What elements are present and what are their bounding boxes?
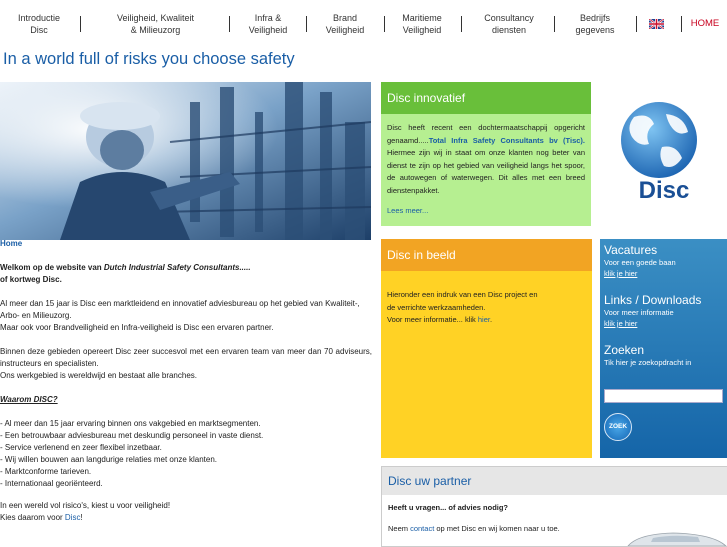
inbeeld-line-3-post: . [489, 315, 493, 324]
contact-link[interactable]: contact [410, 524, 435, 533]
innovatief-text-post: Hiermee zijn wij in staat om onze klanten nog beter van dienst te zijn op het gebied van veiligheid langs het spoor, de autowegen of waterwegen. Dit alles met een breed dienstenpakket. [387, 148, 585, 195]
nav-item-maritieme[interactable] [396, 12, 448, 36]
page-tagline: In a world full of risks you choose safety [3, 50, 295, 68]
links-subtitle: Voor meer informatie [604, 308, 674, 317]
list-item: - Wij willen bouwen aan langdurige relaties met onze klanten. [0, 455, 218, 464]
vacatures-title: Vacatures [604, 243, 658, 257]
uk-flag-icon[interactable] [649, 19, 664, 29]
team-p2: Binnen deze gebieden opereert Disc zeer succesvol met een ervaren team van meer dan 70 adviseurs, instructeurs en specialisten. [0, 347, 372, 368]
inbeeld-panel [381, 239, 592, 458]
intro-p1: Al meer dan 15 jaar is Disc een marktleidend en innovatief adviesbureau op het gebied van Kwaliteit-, Arbo- en Milieuzorg. [0, 299, 360, 320]
logo-text: Disc [638, 177, 690, 204]
nav-label: Veiligheid [248, 25, 288, 35]
closing-line-1: In een wereld vol risico's, kiest u voor veiligheid! [0, 501, 171, 510]
closing-post: ! [80, 513, 83, 522]
nav-divider [554, 16, 555, 32]
nav-label: diensten [491, 25, 527, 35]
inbeeld-line-3-pre: Voor meer informatie... klik [387, 315, 478, 324]
innovatief-company: Total Infra Safety Consultants bv (Tisc). [428, 135, 585, 145]
inbeeld-line-1: Hieronder een indruk van een Disc project en [387, 290, 538, 299]
zoeken-subtitle: Tik hier je zoekopdracht in [604, 358, 692, 367]
nav-item-veiligheid-kwaliteit[interactable] [103, 12, 208, 36]
nav-item-bedrijfsgegevens[interactable] [569, 12, 621, 36]
partner-contact-post: op met Disc en wij komen naar u toe. [434, 524, 560, 533]
nav-label: Maritieme [402, 13, 442, 23]
nav-label: Brand [332, 13, 358, 23]
nav-divider [636, 16, 637, 32]
inbeeld-hier-link[interactable]: hier [477, 315, 490, 324]
nav-label: Introductie [17, 13, 61, 23]
nav-item-home[interactable]: HOME [690, 18, 720, 29]
inbeeld-body [381, 271, 592, 327]
nav-item-consultancy[interactable] [476, 12, 542, 36]
welcome-company: Dutch Industrial Safety Consultants..... [103, 263, 251, 272]
waarom-heading: Waarom DISC? [0, 395, 58, 404]
links-link[interactable]: klik je hier [604, 319, 638, 328]
nav-item-infra[interactable] [242, 12, 294, 36]
innovatief-title: Disc innovatief [381, 82, 591, 114]
nav-divider [384, 16, 385, 32]
nav-label: Bedrijfs [579, 13, 610, 23]
partner-question: Heeft u vragen... of advies nodig? [388, 503, 509, 512]
welcome-post: of kortweg Disc. [0, 275, 62, 284]
intro-paragraph [0, 298, 372, 334]
nav-label: & Milieuzorg [130, 25, 181, 35]
partner-title: Disc uw partner [382, 467, 727, 495]
nav-label: Veiligheid [325, 25, 365, 35]
lees-meer-link[interactable]: Lees meer... [387, 206, 429, 215]
hero-image [0, 82, 371, 240]
nav-divider [229, 16, 230, 32]
inbeeld-line-2: de verrichte werkzaamheden. [387, 302, 486, 312]
welcome-text [0, 262, 372, 286]
nav-divider [461, 16, 462, 32]
nav-item-brand[interactable] [319, 12, 371, 36]
sidebar-panel [600, 239, 727, 458]
nav-label: gegevens [575, 25, 615, 35]
list-item: - Internationaal georiënteerd. [0, 479, 103, 488]
disc-link[interactable]: Disc [64, 513, 81, 522]
nav-label: Veiligheid, Kwaliteit [116, 13, 195, 23]
main-content [0, 238, 372, 524]
nav-label: Infra & [254, 13, 282, 23]
innovatief-text-pre: Disc heeft recent een dochtermaatschappij opgericht genaamd..... [387, 123, 585, 145]
top-navigation [0, 0, 727, 48]
breadcrumb-home-link[interactable]: Home [0, 239, 23, 248]
reasons-list [0, 418, 372, 490]
innovatief-panel [381, 82, 591, 226]
partner-contact-pre: Neem [388, 524, 411, 533]
list-item: - Service verlenend en zeer flexibel inzetbaar. [0, 443, 162, 452]
team-p2b: Ons werkgebied is wereldwijd en bestaat alle branches. [0, 371, 197, 380]
welcome-pre: Welkom op de website van [0, 263, 104, 272]
vacatures-link[interactable]: klik je hier [604, 269, 638, 278]
partner-contact [382, 512, 727, 533]
innovatief-body [381, 114, 591, 226]
links-title: Links / Downloads [604, 293, 702, 307]
nav-label: Consultancy [484, 13, 534, 23]
nav-divider [681, 16, 682, 32]
zoeken-title: Zoeken [604, 343, 645, 357]
inbeeld-title: Disc in beeld [381, 239, 592, 271]
search-input[interactable] [604, 389, 723, 403]
closing-pre: Kies daarom voor [0, 513, 65, 522]
nav-divider [306, 16, 307, 32]
nav-label: Disc [30, 25, 48, 35]
partner-panel [381, 466, 727, 547]
closing-text [0, 500, 372, 524]
nav-item-introductie[interactable] [13, 12, 65, 36]
disc-logo [604, 92, 724, 212]
team-paragraph [0, 346, 372, 382]
vacatures-subtitle: Voor een goede baan [604, 258, 676, 267]
nav-label: Veiligheid [402, 25, 442, 35]
nav-divider [80, 16, 81, 32]
list-item: - Een betrouwbaar adviesbureau met deskundig personeel in vaste dienst. [0, 431, 264, 440]
list-item: - Al meer dan 15 jaar ervaring binnen ons vakgebied en marktsegmenten. [0, 419, 261, 428]
car-image [618, 532, 727, 546]
zoek-button[interactable]: ZOEK [604, 413, 632, 441]
intro-p1b: Maar ook voor Brandveiligheid en Infra-veiligheid is Disc een ervaren partner. [0, 323, 274, 332]
list-item: - Marktconforme tarieven. [0, 467, 92, 476]
